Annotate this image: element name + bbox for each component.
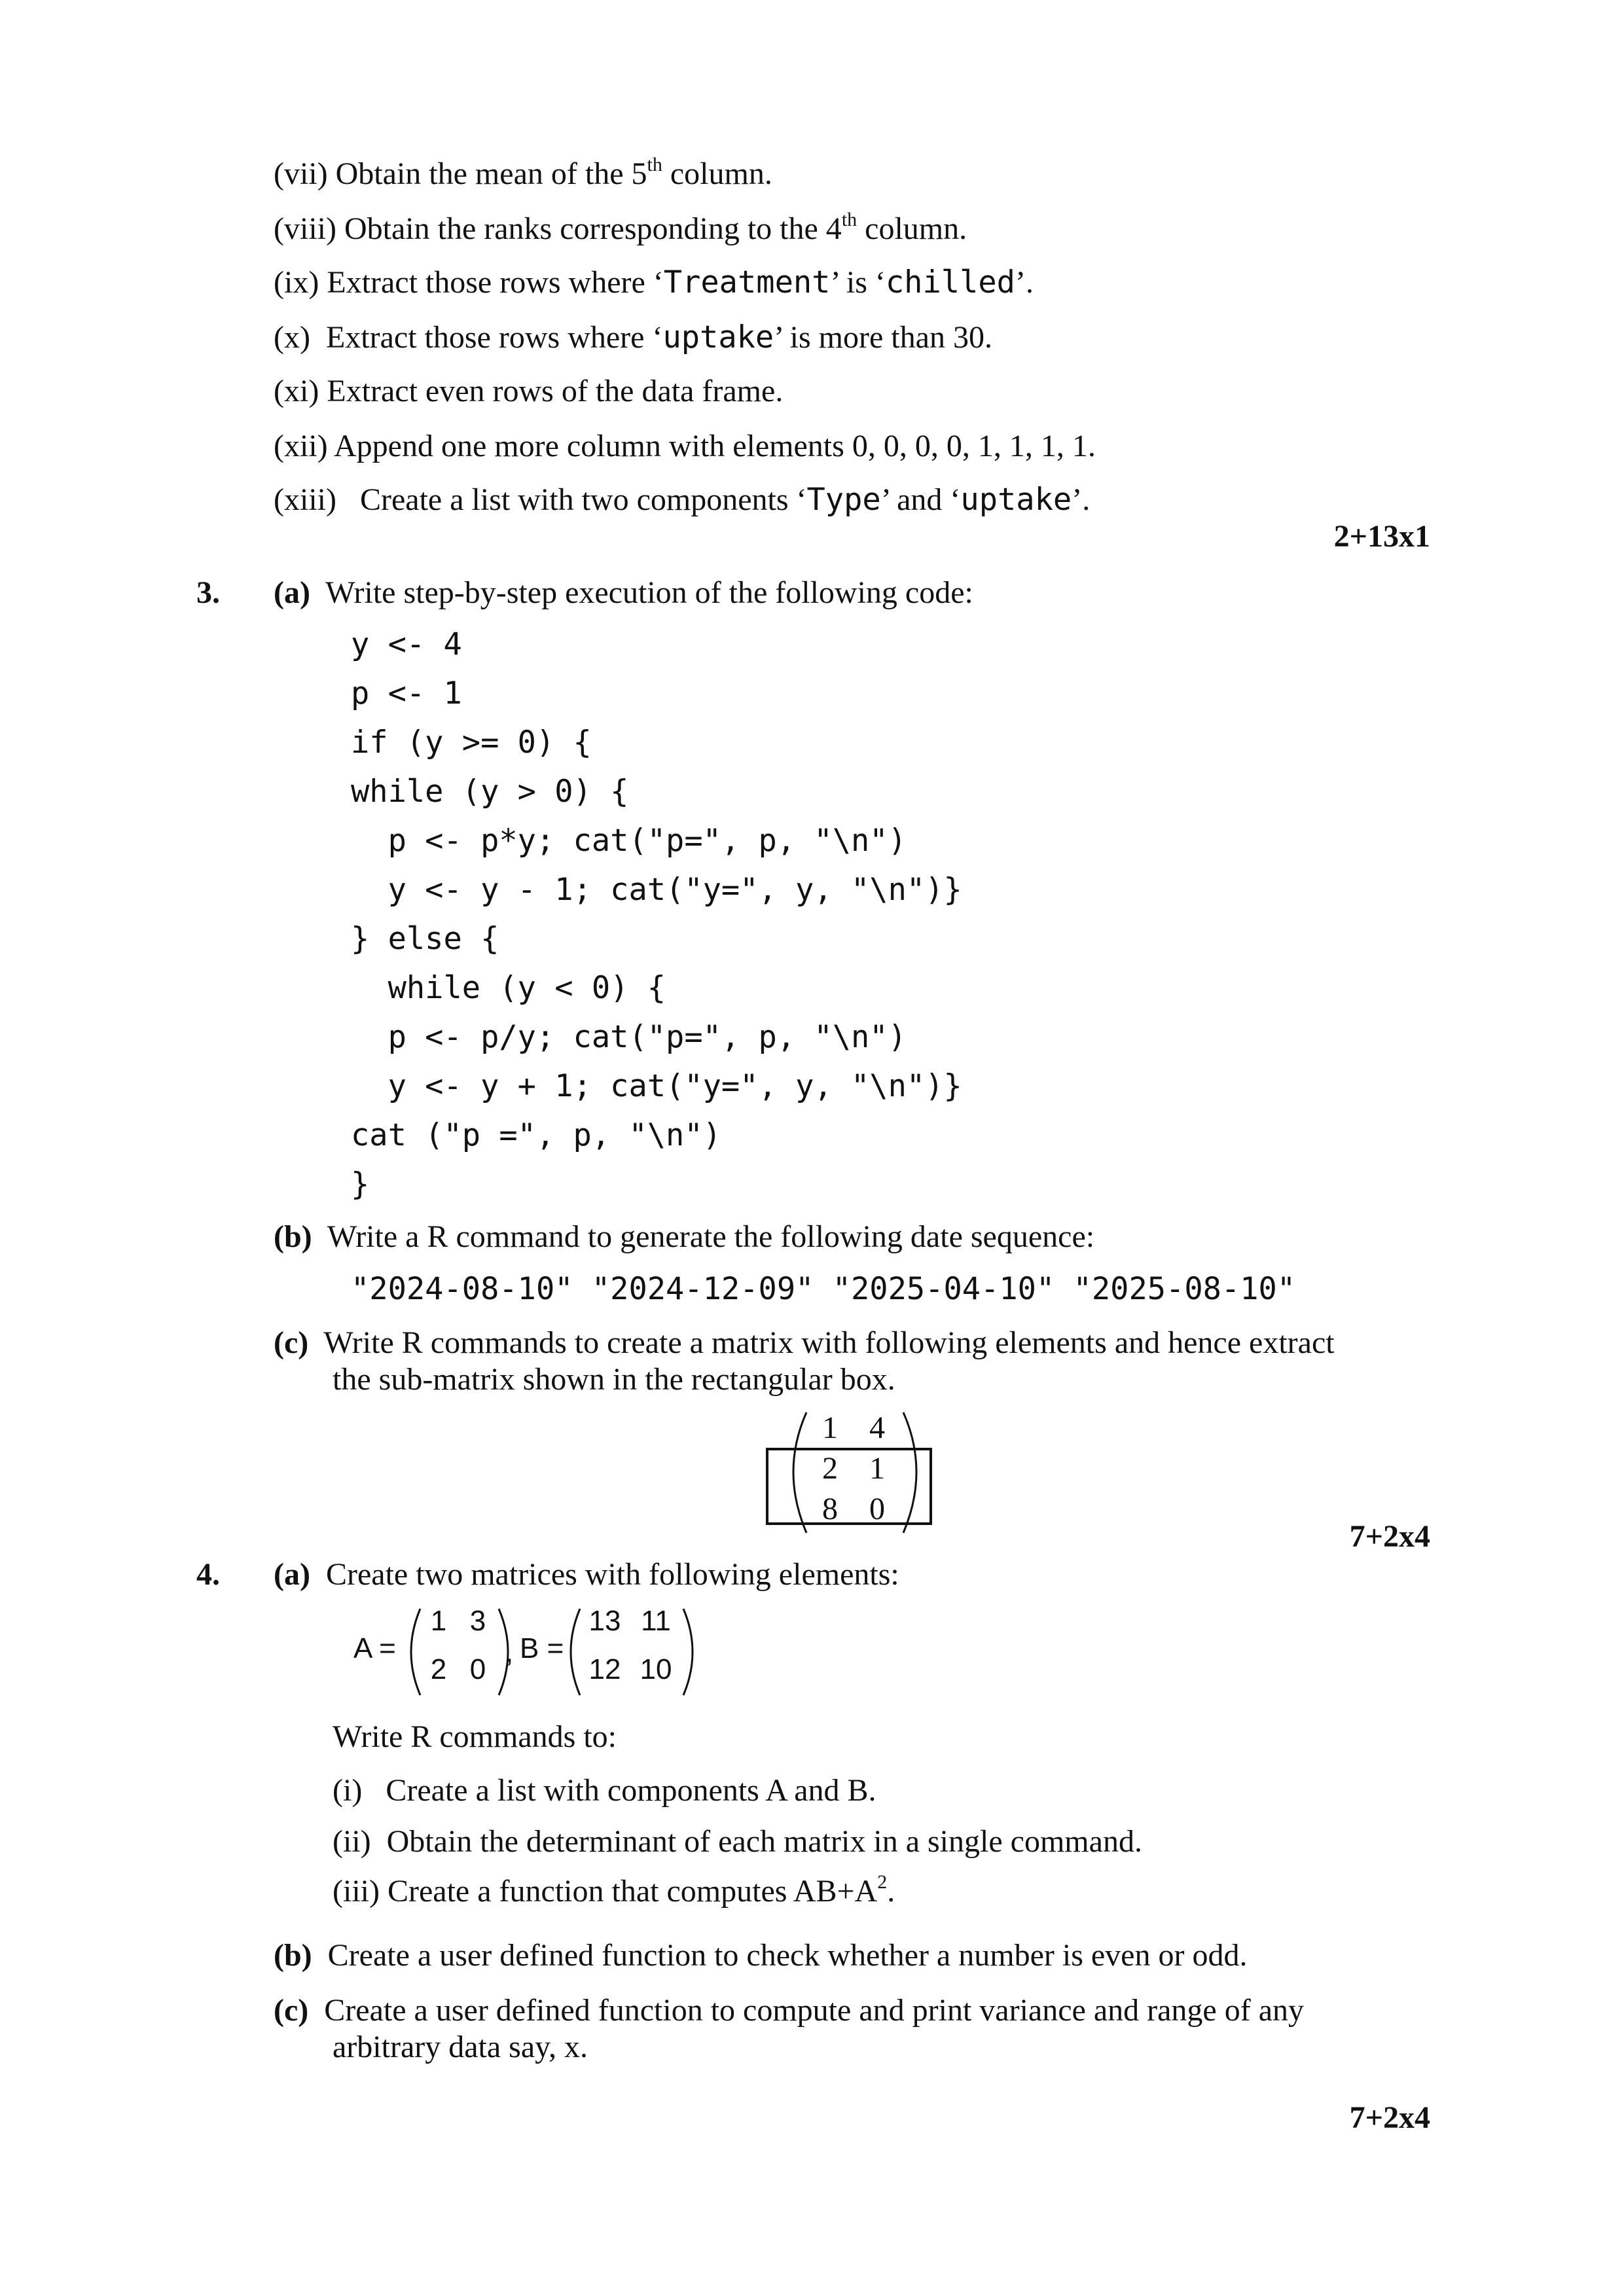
code-line-6: y <- y - 1; cat("y=", y, "\n")} [351, 872, 962, 908]
matrix-cell: 8 [822, 1492, 838, 1526]
q3b-prompt: (b) Write a R command to generate the following date sequence: [274, 1219, 1095, 1254]
q4-number: 4. [196, 1557, 220, 1592]
q4b-prompt: (b) Create a user defined function to check whether a number is even or odd. [274, 1938, 1248, 1973]
q2-item-xii: (xii) Append one more column with elements 0, 0, 0, 0, 1, 1, 1, 1. [274, 429, 1096, 463]
code-line-3: if (y >= 0) { [351, 725, 592, 761]
submatrix-box [767, 1449, 931, 1524]
q4a-matrices [351, 1604, 717, 1702]
code-line-12: } [351, 1166, 370, 1202]
q3c-matrix [766, 1408, 936, 1539]
code-line-1: y <- 4 [351, 626, 462, 662]
code-line-10: y <- y + 1; cat("y=", y, "\n")} [351, 1068, 962, 1104]
q2-item-xi: (xi) Extract even rows of the data frame. [274, 374, 784, 408]
q2-item-viii: (viii) Obtain the ranks corresponding to the 4th column. [274, 209, 967, 246]
q3c-prompt-line1: (c) Write R commands to create a matrix with following elements and hence extract [274, 1325, 1335, 1360]
matrix-a-cell: 0 [469, 1653, 486, 1685]
matrix-b-cell: 11 [641, 1605, 671, 1637]
q2-item-ix: (ix) Extract those rows where ‘Treatment’ is ‘chilled’. [274, 264, 1034, 300]
q4c-prompt-line2: arbitrary data say, x. [333, 2030, 588, 2064]
q4a-prompt: (a) Create two matrices with following elements: [274, 1557, 899, 1592]
code-line-2: p <- 1 [351, 675, 462, 711]
matrix-b-cell: 13 [588, 1605, 621, 1637]
q4a-sub-iii: (iii) Create a function that computes $AB+A^2$. [333, 1871, 895, 1909]
q4a-sub-ii: (ii) Obtain the determinant of each matrix in a single command. [333, 1824, 1142, 1859]
q4c-prompt-line1: (c) Create a user defined function to compute and print variance and range of any [274, 1993, 1304, 2028]
q4a-sub-i: (i) Create a list with components A and B. [333, 1773, 876, 1808]
code-line-8: while (y < 0) { [351, 970, 666, 1006]
matrix-b-label: B = [520, 1632, 564, 1664]
q3c-prompt-line2: the sub-matrix shown in the rectangular box. [333, 1362, 895, 1397]
q2-marks: 2+13x1 [1333, 519, 1430, 554]
matrix-b-cell: 10 [640, 1653, 672, 1685]
code-line-5: p <- p*y; cat("p=", p, "\n") [351, 823, 907, 859]
matrix-a-label: A = [353, 1632, 396, 1664]
q4-marks: 7+2x4 [1349, 2100, 1430, 2135]
matrix-b-cell: 12 [588, 1653, 621, 1685]
q4a-write-prompt: Write R commands to: [333, 1719, 617, 1754]
q3b-date-sequence: "2024-08-10" "2024-12-09" "2025-04-10" "2025-08-10" [351, 1271, 1296, 1307]
q2-item-vii: (vii) Obtain the mean of the 5th column. [274, 154, 772, 191]
q3a-prompt: (a) Write step-by-step execution of the following code: [274, 575, 973, 610]
matrix-cell: 0 [869, 1492, 885, 1526]
matrix-comma: , [505, 1636, 514, 1668]
matrix-brackets [766, 1408, 936, 1539]
matrix-cell: 2 [822, 1451, 838, 1486]
code-line-4: while (y > 0) { [351, 774, 629, 810]
matrix-a-cell: 3 [469, 1605, 486, 1637]
matrix-a-cell: 2 [430, 1653, 447, 1685]
matrix-cell: 1 [822, 1410, 838, 1445]
code-line-11: cat ("p =", p, "\n") [351, 1117, 721, 1153]
q3-marks: 7+2x4 [1349, 1519, 1430, 1554]
code-line-7: } else { [351, 921, 499, 957]
q3-number: 3. [196, 575, 220, 610]
q2-item-x: (x) Extract those rows where ‘uptake’ is more than 30. [274, 319, 992, 355]
q2-item-xiii: (xiii) Create a list with two components ‘Type’ and ‘uptake’. [274, 482, 1091, 518]
matrix-cell: 4 [869, 1410, 885, 1445]
q3a-code-block [351, 625, 962, 1214]
code-line-9: p <- p/y; cat("p=", p, "\n") [351, 1019, 907, 1055]
matrix-a-cell: 1 [430, 1605, 447, 1637]
matrix-cell: 1 [869, 1451, 885, 1486]
